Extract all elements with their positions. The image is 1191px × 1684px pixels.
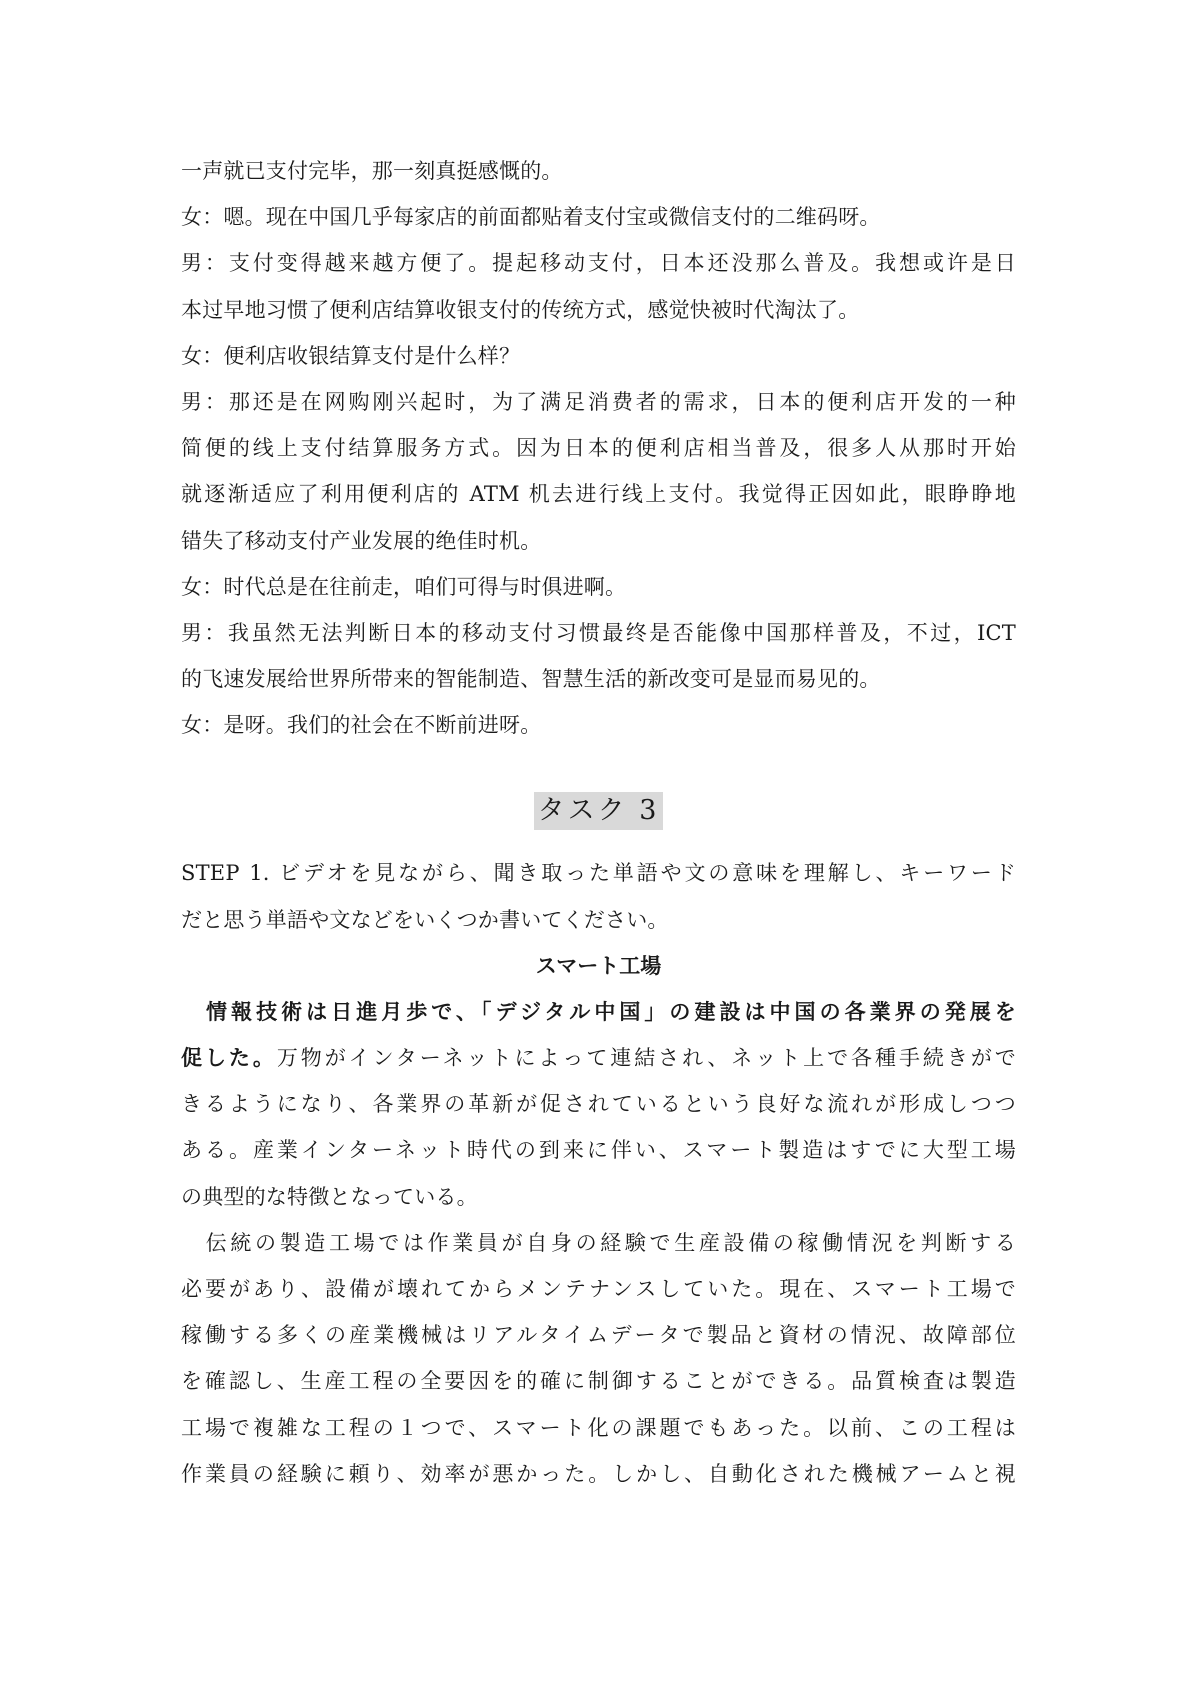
dialogue-line: 错失了移动支付产业发展的绝佳时机。 xyxy=(181,528,542,553)
document-page xyxy=(181,148,1016,1497)
dialogue-line: 女：便利店收银结算支付是什么样？ xyxy=(181,343,521,368)
paragraph-line: を確認し、生産工程の全要因を的確に制御することができる。品質検査は製造 xyxy=(181,1369,1016,1394)
dialogue-line: 本过早地习惯了便利店结算收银支付的传统方式，感觉快被时代淘汰了。 xyxy=(181,297,860,322)
dialogue-line: 男：那还是在网购刚兴起时，为了满足消费者的需求，日本的便利店开发的一种 xyxy=(181,389,1016,414)
section-title: スマート工場 xyxy=(535,953,662,978)
paragraph-line: 伝統の製造工場では作業員が自身の経験で生産設備の稼働情況を判断する xyxy=(181,1230,1016,1255)
step-line: だと思う単語や文などをいくつか書いてください。 xyxy=(181,907,669,932)
paragraph-line: 作業員の経験に頼り、効率が悪かった。しかし、自動化された機械アームと視 xyxy=(181,1461,1016,1486)
line-text: 万物がインターネットによって連結され、ネット上で各種手続きがで xyxy=(276,1046,1016,1070)
task-heading xyxy=(181,792,1016,850)
task-title: タスク 3 xyxy=(534,792,664,830)
paragraph-line: 工場で複雑な工程の１つで、スマート化の課題でもあった。以前、この工程は xyxy=(181,1415,1016,1440)
paragraph-line: の典型的な特徴となっている。 xyxy=(181,1184,478,1209)
bold-lead: 促した。 xyxy=(181,1046,277,1070)
dialogue-line: 的飞速发展给世界所带来的智能制造、智慧生活的新改变可是显而易见的。 xyxy=(181,667,881,692)
paragraph-line: 情報技術は日進月歩で、「デジタル中国」の建設は中国の各業界の発展を xyxy=(181,999,1016,1024)
dialogue-line: 男：我虽然无法判断日本的移动支付习惯最终是否能像中国那样普及，不过，ICT xyxy=(181,620,1016,645)
dialogue-line: 简便的线上支付结算服务方式。因为日本的便利店相当普及，很多人从那时开始 xyxy=(181,436,1016,461)
dialogue-line: 男：支付变得越来越方便了。提起移动支付，日本还没那么普及。我想或许是日 xyxy=(181,251,1016,276)
paragraph-1 xyxy=(181,989,1016,1220)
dialogue-line: 就逐渐适应了利用便利店的 ATM 机去进行线上支付。我觉得正因如此，眼睁睁地 xyxy=(181,482,1016,507)
dialogue-line: 一声就已支付完毕，那一刻真挺感慨的。 xyxy=(181,159,563,183)
dialogue-line: 女：时代总是在往前走，咱们可得与时俱进啊。 xyxy=(181,574,627,599)
paragraph-line xyxy=(181,1035,1016,1081)
step-instructions xyxy=(181,850,1016,942)
step-line: STEP 1. ビデオを見ながら、聞き取った単語や文の意味を理解し、キーワード xyxy=(181,861,1016,886)
dialogue-block xyxy=(181,148,1016,748)
dialogue-line: 女：嗯。现在中国几乎每家店的前面都贴着支付宝或微信支付的二维码呀。 xyxy=(181,205,881,230)
paragraph-line: 稼働する多くの産業機械はリアルタイムデータで製品と資材の情況、故障部位 xyxy=(181,1323,1016,1348)
dialogue-line: 女：是呀。我们的社会在不断前进呀。 xyxy=(181,713,542,738)
paragraph-line: きるようになり、各業界の革新が促されているという良好な流れが形成しつつ xyxy=(181,1092,1016,1117)
paragraph-2 xyxy=(181,1220,1016,1497)
paragraph-line: 必要があり、設備が壊れてからメンテナンスしていた。現在、スマート工場で xyxy=(181,1276,1016,1301)
paragraph-line: ある。産業インターネット時代の到来に伴い、スマート製造はすでに大型工場 xyxy=(181,1138,1016,1163)
